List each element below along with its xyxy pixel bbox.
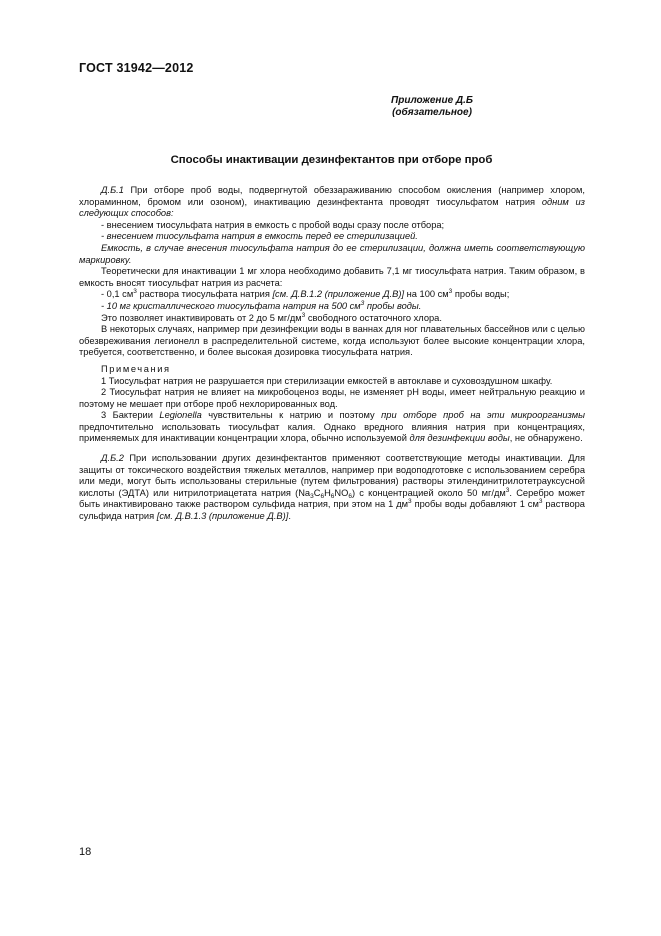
clause-number: Д.Б.1	[101, 185, 124, 195]
clause-number: Д.Б.2	[101, 453, 124, 464]
paragraph-d1: Д.Б.1 При отборе проб воды, подвергнутой обеззараживанию способом окисления (например хлором, хлораминном, бромом или озоном), инактивацию дезинфектанта проводят тиосульфатом натрия одним из следующих способов:	[79, 185, 586, 219]
list-item: - внесением тиосульфата натрия в емкость с пробой воды сразу после отбора;	[101, 219, 445, 230]
notes-heading: Примечания	[101, 363, 171, 374]
note-item: 3 Бактерии Legionella чувствительны к натрию и поэтому при отборе проб на эти микроорганизмы предпочтительно использовать тиосульфат калия. Однако вредного влияния натрия при концентрациях, применяемых для инактивации концентрации хлора, обычно используемой для дезинфекции воды, не обнаружено.	[79, 410, 585, 444]
annex-status: (обязательное)	[392, 107, 472, 118]
page-number: 18	[79, 846, 92, 858]
note-item: 1 Тиосульфат натрия не разрушается при стерилизации емкостей в автоклаве и суховоздушном шкафу.	[101, 375, 553, 386]
note-item: 2 Тиосульфат натрия не влияет на микробоценоз воды, не изменяет pH воды, имеет нейтральную реакцию и поэтому не мешает при отборе проб нехлорированных вод.	[79, 387, 585, 409]
paragraph-capacity: Емкость, в случае внесения тиосульфата натрия до ее стерилизации, должна иметь соответствующую маркировку.	[79, 242, 585, 265]
paragraph-d2: Д.Б.2 При использовании других дезинфектантов применяют соответствующие методы инактивации. Для защиты от токсического воздействия тяжелых металлов, например при водоподготовке с использованием серебра или меди, могут быть использованы стерильные (путем фильтрования) растворы этилендинитрилотетрауксусной кислоты (ЭДТА) или нитрилотриацетата натрия $(Na_3C_6H_6NO_6)$ с концентрацией около 50 $мг/дм^3$. Серебро может быть инактивировано также раствором сульфида натрия, при этом на 1 $дм^3$ пробы воды добавляют 1 $см^3$ раствора сульфида натрия [см. Д.В.1.3 (приложение Д.В)].	[79, 453, 585, 522]
section-title: Способы инактивации дезинфектантов при отборе проб	[170, 154, 493, 166]
list-item: - 10 мг кристаллического тиосульфата натрия на 500 $см^3$ пробы воды.	[101, 299, 422, 311]
paragraph-some-cases: В некоторых случаях, например при дезинфекции воды в ваннах для ног плавательных бассейнов или с целью обезвреживания легионелл в распределительной системе, когда используют более высокие концентрации хлора, требуется, соответственно, и более высокая дозировка тиосульфата натрия.	[79, 324, 585, 358]
document-body	[79, 185, 585, 523]
paragraph-allows: Это позволяет инактивировать от 2 до 5 $мг/дм^3$ свободного остаточного хлора.	[101, 311, 442, 323]
paragraph-theory: Теоретически для инактивации 1 мг хлора необходимо добавить 7,1 мг тиосульфата натрия. Таким образом, в емкость вносят тиосульфат натрия из расчета:	[79, 266, 585, 288]
annex-title: Приложение Д.Б	[391, 95, 473, 106]
document-code: ГОСТ 31942—2012	[79, 61, 194, 75]
list-item: - 0,1 $см^3$ раствора тиосульфата натрия [см. Д.В.1.2 (приложение Д.В)] на 100 $см^3$ пробы воды;	[101, 288, 510, 300]
list-item: - внесением тиосульфата натрия в емкость перед ее стерилизацией.	[101, 231, 418, 242]
